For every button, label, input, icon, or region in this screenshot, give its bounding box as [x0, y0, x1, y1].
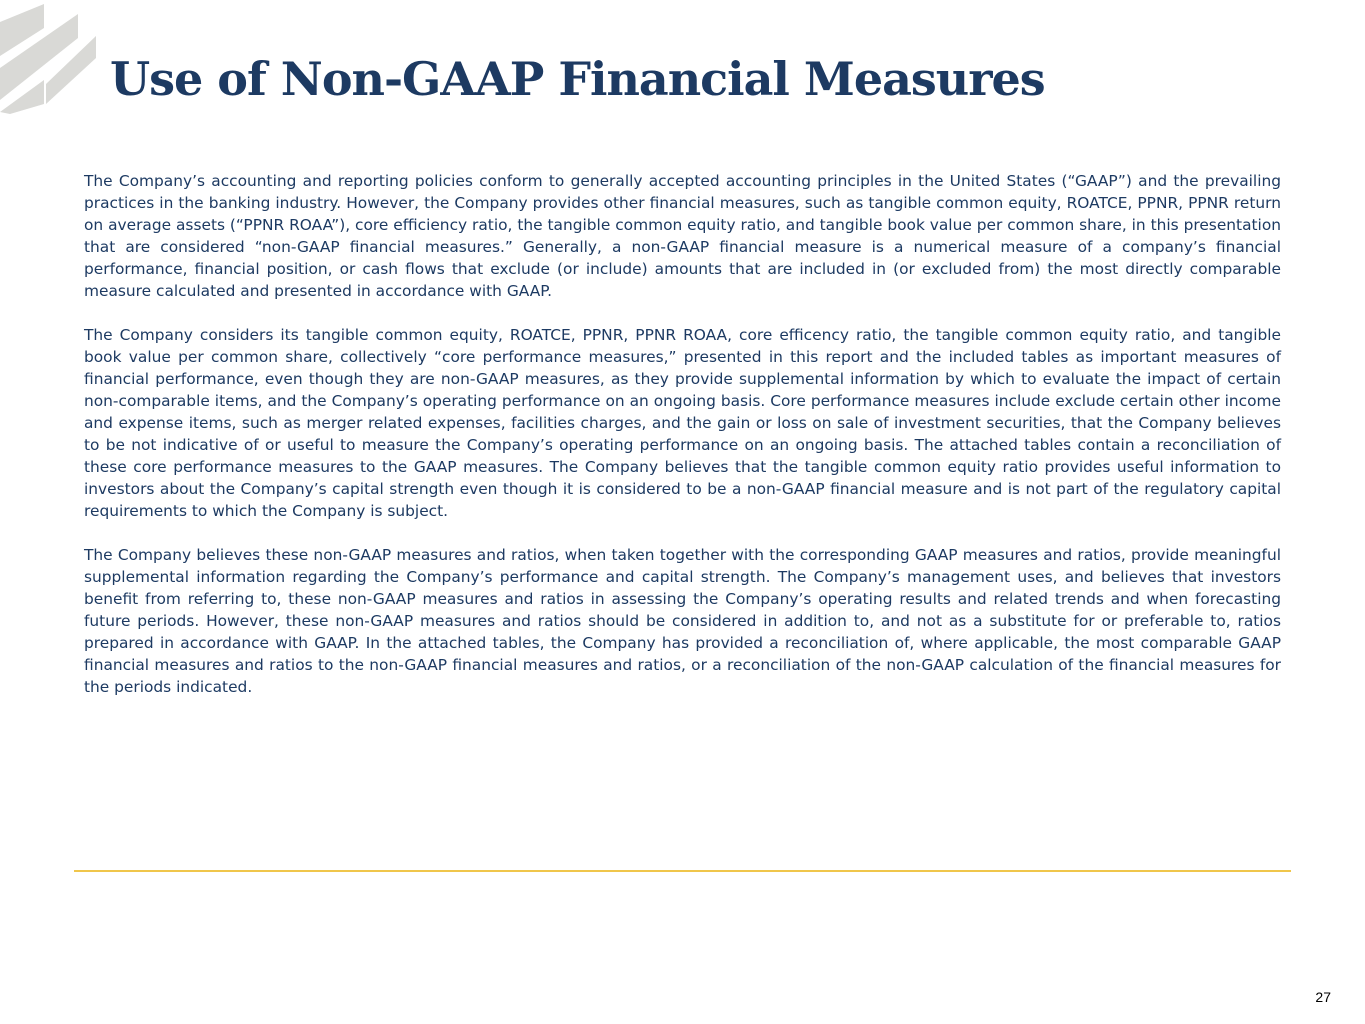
page-title: Use of Non-GAAP Financial Measures [110, 52, 1045, 106]
paragraph-gaap-policies: The Company’s accounting and reporting policies conform to generally accepted accounting principles in the United States (“GAAP”) and the prevailing practices in the banking industry. However, the Company provides other financial measures, such as tangible common equity, ROATCE, PPNR, PPNR return on average assets (“PPNR ROAA”), core efficiency ratio, the tangible common equity ratio, and tangible book value per common share, in this presentation that are considered “non-GAAP financial measures.” Generally, a non-GAAP financial measure is a numerical measure of a company’s financial performance, financial position, or cash flows that exclude (or include) amounts that are included in (or excluded from) the most directly comparable measure calculated and presented in accordance with GAAP. [84, 172, 1281, 300]
page-number: 27 [1315, 989, 1331, 1005]
paragraph-non-gaap-benefits: The Company believes these non-GAAP measures and ratios, when taken together with the corresponding GAAP measures and ratios, provide meaningful supplemental information regarding the Company’s performance and capital strength. The Company’s management uses, and believes that investors benefit from referring to, these non-GAAP measures and ratios in assessing the Company’s operating results and related trends and when forecasting future periods. However, these non-GAAP measures and ratios should be considered in addition to, and not as a substitute for or preferable to, ratios prepared in accordance with GAAP. In the attached tables, the Company has provided a reconciliation of, where applicable, the most comparable GAAP financial measures and ratios to the non-GAAP financial measures and ratios, or a reconciliation of the non-GAAP calculation of the financial measures for the periods indicated. [84, 546, 1281, 696]
footer-divider [74, 870, 1291, 872]
body-text [84, 170, 1281, 720]
logo-stripes-icon [0, 0, 100, 115]
paragraph-core-performance-measures: The Company considers its tangible common equity, ROATCE, PPNR, PPNR ROAA, core efficency ratio, the tangible common equity ratio, and tangible book value per common share, collectively “core performance measures,” presented in this report and the included tables as important measures of financial performance, even though they are non-GAAP measures, as they provide supplemental information by which to evaluate the impact of certain non-comparable items, and the Company’s operating performance on an ongoing basis. Core performance measures include exclude certain other income and expense items, such as merger related expenses, facilities charges, and the gain or loss on sale of investment securities, that the Company believes to be not indicative of or useful to measure the Company’s operating performance on an ongoing basis. The attached tables contain a reconciliation of these core performance measures to the GAAP measures. The Company believes that the tangible common equity ratio provides useful information to investors about the Company’s capital strength even though it is considered to be a non-GAAP financial measure and is not part of the regulatory capital requirements to which the Company is subject. [84, 326, 1281, 520]
